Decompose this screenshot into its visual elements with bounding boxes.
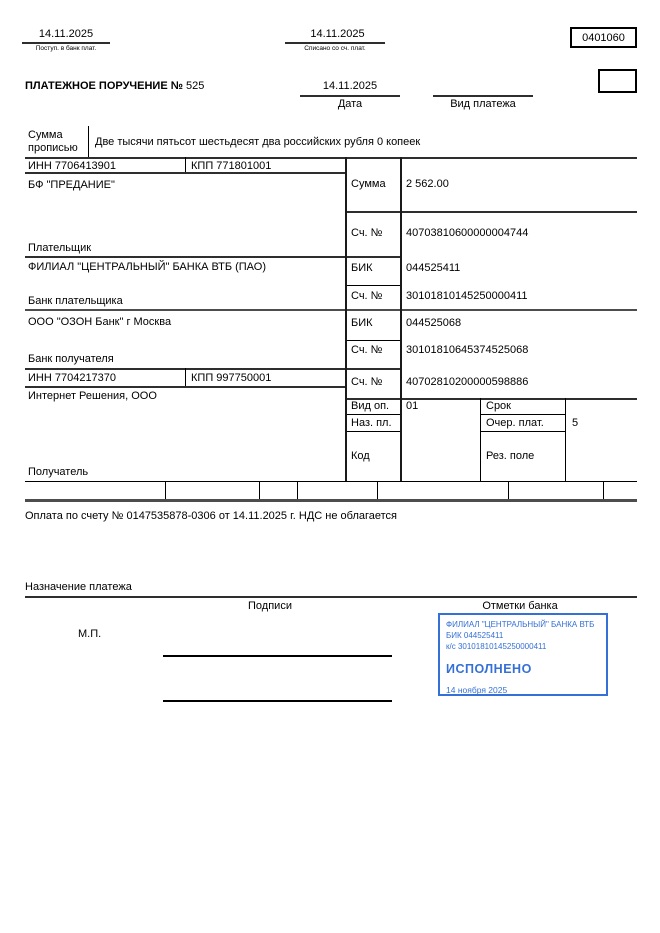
received-date-caption: Поступ. в банк плат. <box>35 45 97 52</box>
stamp-date: 14 ноября 2025 <box>446 685 508 695</box>
date-label: Дата <box>337 98 363 110</box>
payer-label: Плательщик <box>28 242 92 254</box>
table-line <box>259 481 260 499</box>
divider <box>25 596 637 598</box>
document-date: 14.11.2025 <box>322 80 378 92</box>
table-line <box>345 157 347 481</box>
payee-inn: ИНН 7704217370 <box>28 372 117 384</box>
payee-bank-label: Банк получателя <box>28 353 114 365</box>
amount-label: Сумма <box>351 178 386 190</box>
table-line <box>185 157 186 172</box>
payee-name: Интернет Решения, ООО <box>28 390 157 402</box>
table-line <box>400 157 402 481</box>
table-line <box>480 398 481 481</box>
payer-account: 40703810600000004744 <box>406 227 529 239</box>
table-line <box>25 368 400 370</box>
document-title: ПЛАТЕЖНОЕ ПОРУЧЕНИЕ № <box>25 80 183 92</box>
table-line <box>480 431 565 432</box>
payer-inn: ИНН 7706413901 <box>28 160 117 172</box>
amount-words-label-1: Сумма <box>28 129 63 141</box>
payee-account-label: Сч. № <box>351 376 383 388</box>
divider <box>22 42 110 44</box>
bank-execution-stamp <box>438 613 608 696</box>
divider <box>433 95 533 97</box>
table-line <box>165 481 166 499</box>
table-line <box>297 481 298 499</box>
table-line <box>25 157 637 159</box>
pay-purpose-label: Наз. пл. <box>351 417 392 429</box>
payee-bank-bik: 044525068 <box>406 317 462 329</box>
divider <box>285 42 385 44</box>
payee-label: Получатель <box>28 466 89 478</box>
payer-bank-bik-label: БИК <box>351 262 373 274</box>
payer-bank-account-label: Сч. № <box>351 290 383 302</box>
table-line <box>603 481 604 499</box>
payer-account-label: Сч. № <box>351 227 383 239</box>
document-number: 525 <box>186 80 205 92</box>
priority-label: Очер. плат. <box>486 417 544 429</box>
table-line <box>345 340 400 341</box>
table-line <box>480 414 565 415</box>
table-line <box>185 368 186 386</box>
payer-bank-name: ФИЛИАЛ "ЦЕНТРАЛЬНЫЙ" БАНКА ВТБ (ПАО) <box>28 261 266 273</box>
table-line <box>345 431 400 432</box>
amount-words-label-2: прописью <box>28 142 78 154</box>
payer-kpp: КПП 771801001 <box>191 160 272 172</box>
amount-in-words: Две тысячи пятьсот шестьдесят два российских рубля 0 копеек <box>95 136 421 148</box>
op-kind-label: Вид оп. <box>351 400 390 412</box>
table-line <box>508 481 509 499</box>
purpose-text: Оплата по счету № 0147535878-0306 от 14.11.2025 г. НДС не облагается <box>25 510 397 522</box>
reserve-field-label: Рез. поле <box>486 450 535 462</box>
stamp-bank-name: ФИЛИАЛ "ЦЕНТРАЛЬНЫЙ" БАНКА ВТБ <box>446 620 595 629</box>
op-kind-value: 01 <box>406 400 419 412</box>
table-line <box>25 386 345 388</box>
payee-bank-account-label: Сч. № <box>351 344 383 356</box>
table-line <box>565 398 566 481</box>
divider <box>88 126 89 157</box>
stamp-bik: БИК 044525411 <box>446 631 504 640</box>
stamp-corr-account: к/с 30101810145250000411 <box>446 642 547 651</box>
debited-date-caption: Списано со сч. плат. <box>304 45 366 52</box>
debited-date: 14.11.2025 <box>310 28 365 40</box>
amount-value: 2 562.00 <box>406 178 449 190</box>
priority-value: 5 <box>572 417 579 429</box>
signature-line <box>163 700 392 702</box>
payee-bank-account: 30101810645374525068 <box>406 344 529 356</box>
divider <box>300 95 400 97</box>
payee-kpp: КПП 997750001 <box>191 372 272 384</box>
payment-kind-label: Вид платежа <box>450 98 516 110</box>
payer-bank-label: Банк плательщика <box>28 295 123 307</box>
code-label: Код <box>351 450 370 462</box>
stamp-status: ИСПОЛНЕНО <box>446 662 532 676</box>
table-line <box>345 285 400 286</box>
payer-bank-bik: 044525411 <box>406 262 461 274</box>
table-line <box>345 414 400 415</box>
stamp-place-label: М.П. <box>78 628 102 640</box>
table-line <box>377 481 378 499</box>
signatures-label: Подписи <box>248 600 292 612</box>
purpose-label: Назначение платежа <box>25 581 132 593</box>
term-label: Срок <box>486 400 511 412</box>
payer-name: БФ "ПРЕДАНИЕ" <box>28 179 115 191</box>
received-date: 14.11.2025 <box>38 28 94 40</box>
table-line <box>25 499 637 502</box>
table-line <box>25 309 637 311</box>
bank-marks-label: Отметки банка <box>482 600 558 612</box>
payer-bank-account: 30101810145250000411 <box>406 290 528 302</box>
payee-bank-name: ООО "ОЗОН Банк" г Москва <box>28 316 172 328</box>
payment-kind-box <box>598 69 637 93</box>
table-line <box>345 211 637 213</box>
table-line <box>25 481 637 482</box>
payee-account: 40702810200000598886 <box>406 376 529 388</box>
table-line <box>25 256 400 258</box>
payee-bank-bik-label: БИК <box>351 317 373 329</box>
form-code-box <box>570 27 637 48</box>
signature-line <box>163 655 392 657</box>
form-code: 0401060 <box>582 32 625 44</box>
